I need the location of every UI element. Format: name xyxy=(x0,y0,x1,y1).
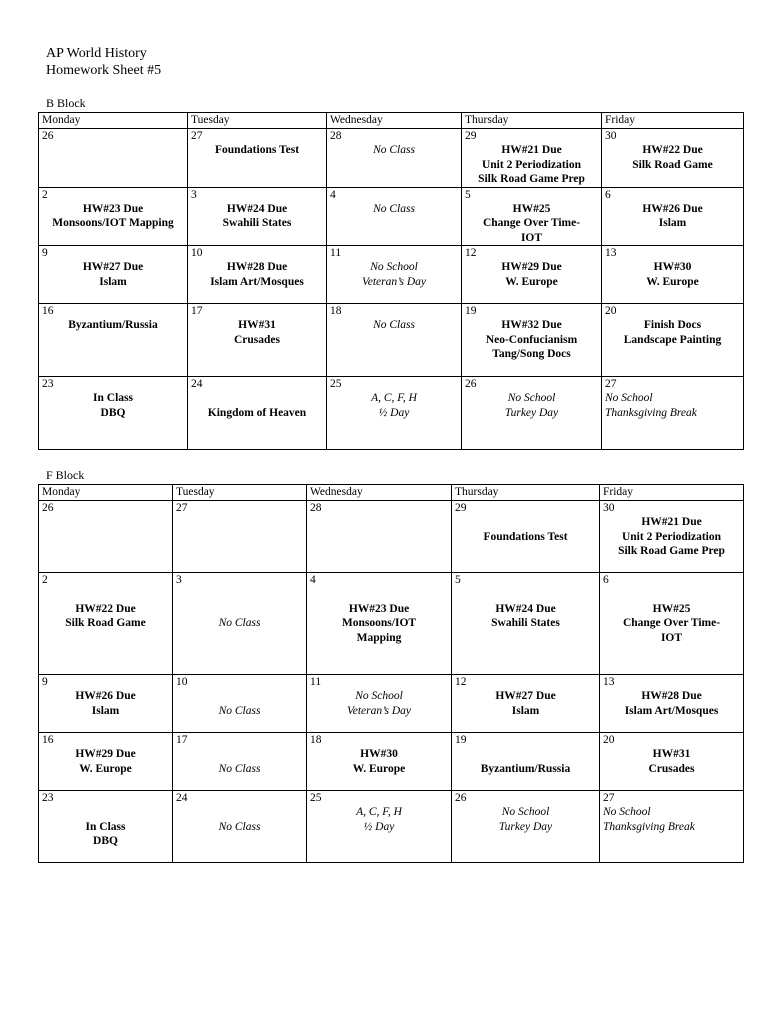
assignment-text: Finish Docs Landscape Painting xyxy=(623,319,722,346)
date-number: 17 xyxy=(176,734,188,746)
date-number: 10 xyxy=(176,676,188,688)
day-header-thursday: Thursday xyxy=(462,113,602,129)
assignment-text: No Class xyxy=(218,820,261,833)
day-cell xyxy=(39,733,173,791)
day-cell xyxy=(188,129,327,188)
day-cell xyxy=(39,675,173,733)
assignment-text: No School Turkey Day xyxy=(504,392,559,419)
date-number: 19 xyxy=(455,734,467,746)
sheet-title: Homework Sheet #5 xyxy=(46,63,162,78)
day-cell xyxy=(39,246,188,304)
date-number: 6 xyxy=(603,574,609,586)
week-row xyxy=(39,573,744,675)
day-header-wednesday: Wednesday xyxy=(307,485,452,501)
day-cell xyxy=(600,501,744,573)
day-cell xyxy=(602,377,744,450)
assignment-text: HW#30 W. Europe xyxy=(646,261,699,288)
assignment-text: No School Thanksgiving Break xyxy=(603,806,695,833)
day-header-friday: Friday xyxy=(602,113,744,129)
date-number: 25 xyxy=(330,378,342,390)
day-cell xyxy=(173,675,307,733)
assignment-text: HW#26 Due Islam xyxy=(642,202,703,229)
day-cell xyxy=(327,304,462,377)
date-number: 26 xyxy=(465,378,477,390)
date-number: 6 xyxy=(605,188,611,201)
date-number: 25 xyxy=(310,792,322,804)
day-cell xyxy=(602,129,744,188)
week-row xyxy=(39,733,744,791)
assignment-text: HW#24 Due Swahili States xyxy=(222,202,292,229)
day-cell xyxy=(39,129,188,188)
day-cell xyxy=(462,304,602,377)
date-number: 18 xyxy=(310,734,322,746)
date-number: 23 xyxy=(42,378,54,390)
assignment-text: No Class xyxy=(218,704,261,717)
day-cell xyxy=(452,733,600,791)
day-cell xyxy=(600,573,744,675)
day-header-monday: Monday xyxy=(39,113,188,129)
date-number: 9 xyxy=(42,676,48,688)
date-number: 2 xyxy=(42,574,48,586)
day-cell xyxy=(327,187,462,246)
date-number: 27 xyxy=(176,502,188,514)
day-cell xyxy=(462,187,602,246)
date-number: 4 xyxy=(310,574,316,586)
week-row xyxy=(39,304,744,377)
day-cell xyxy=(452,573,600,675)
day-cell xyxy=(39,501,173,573)
date-number: 29 xyxy=(455,502,467,514)
assignment-text: HW#29 Due W. Europe xyxy=(501,261,562,288)
day-cell xyxy=(462,129,602,188)
date-number: 11 xyxy=(330,247,342,259)
day-cell xyxy=(307,573,452,675)
day-cell xyxy=(173,733,307,791)
assignment-text: No School Turkey Day xyxy=(498,806,553,833)
day-header-tuesday: Tuesday xyxy=(173,485,307,501)
day-cell xyxy=(188,377,327,450)
assignment-text: HW#28 Due Islam Art/Mosques xyxy=(210,261,304,288)
assignment-text: HW#31 Crusades xyxy=(233,319,280,346)
date-number: 12 xyxy=(455,676,467,688)
date-number: 28 xyxy=(330,130,342,142)
day-header-wednesday: Wednesday xyxy=(327,113,462,129)
b-block-calendar xyxy=(38,112,744,450)
assignment-text: HW#21 Due Unit 2 Periodization Silk Road Game Prep xyxy=(478,144,585,185)
date-number: 16 xyxy=(42,734,54,746)
date-number: 13 xyxy=(603,676,615,688)
day-cell xyxy=(39,573,173,675)
day-cell xyxy=(39,187,188,246)
day-cell xyxy=(307,675,452,733)
day-cell xyxy=(307,501,452,573)
day-header-row xyxy=(39,113,744,129)
date-number: 5 xyxy=(465,188,471,201)
date-number: 13 xyxy=(605,247,617,259)
assignment-text: Foundations Test xyxy=(483,530,568,543)
week-row xyxy=(39,501,744,573)
date-number: 5 xyxy=(455,574,461,586)
day-header-row xyxy=(39,485,744,501)
assignment-text: HW#22 Due Silk Road Game xyxy=(65,602,146,629)
document-title xyxy=(46,45,161,79)
date-number: 12 xyxy=(465,247,477,259)
date-number: 24 xyxy=(191,378,203,390)
day-cell xyxy=(39,304,188,377)
b-block-label: B Block xyxy=(46,96,86,110)
week-row xyxy=(39,246,744,304)
day-cell xyxy=(173,573,307,675)
day-cell xyxy=(307,733,452,791)
day-cell xyxy=(327,377,462,450)
day-cell xyxy=(602,246,744,304)
date-number: 20 xyxy=(605,305,617,317)
assignment-text: HW#24 Due Swahili States xyxy=(491,602,560,629)
day-header-tuesday: Tuesday xyxy=(188,113,327,129)
date-number: 11 xyxy=(310,676,322,688)
assignment-text: No Class xyxy=(218,762,261,775)
assignment-text: HW#31 Crusades xyxy=(648,748,695,775)
date-number: 9 xyxy=(42,247,48,259)
day-cell xyxy=(602,304,744,377)
day-cell xyxy=(173,501,307,573)
date-number: 4 xyxy=(330,188,336,201)
date-number: 29 xyxy=(465,130,477,142)
assignment-text: HW#32 Due Neo-Confucianism Tang/Song Docs xyxy=(485,319,578,360)
week-row xyxy=(39,129,744,188)
day-cell xyxy=(600,675,744,733)
f-block-calendar xyxy=(38,484,744,863)
day-cell xyxy=(600,791,744,863)
date-number: 2 xyxy=(42,188,48,201)
date-number: 24 xyxy=(176,792,188,804)
date-number: 26 xyxy=(455,792,467,804)
assignment-text: Kingdom of Heaven xyxy=(207,406,307,419)
assignment-text: No School Veteran’s Day xyxy=(362,261,426,288)
assignment-text: Byzantium/Russia xyxy=(480,762,571,775)
week-row xyxy=(39,377,744,450)
day-cell xyxy=(39,377,188,450)
date-number: 16 xyxy=(42,305,54,317)
assignment-text: Foundations Test xyxy=(214,144,300,156)
day-cell xyxy=(600,733,744,791)
day-cell xyxy=(307,791,452,863)
day-cell xyxy=(462,377,602,450)
date-number: 3 xyxy=(176,574,182,586)
assignment-text: HW#30 W. Europe xyxy=(352,748,406,775)
assignment-text: A, C, F, H ½ Day xyxy=(356,806,402,833)
assignment-text: No Class xyxy=(373,144,415,156)
day-cell xyxy=(188,187,327,246)
date-number: 18 xyxy=(330,305,342,317)
day-header-thursday: Thursday xyxy=(452,485,600,501)
day-cell xyxy=(602,187,744,246)
assignment-text: No Class xyxy=(373,202,415,215)
assignment-text: No School Veteran’s Day xyxy=(347,690,411,717)
f-block-label: F Block xyxy=(46,468,85,482)
assignment-text: HW#22 Due Silk Road Game xyxy=(632,144,713,171)
day-cell xyxy=(452,675,600,733)
date-number: 27 xyxy=(191,130,203,142)
date-number: 30 xyxy=(603,502,615,514)
week-row xyxy=(39,791,744,863)
assignment-text: HW#25 Change Over Time- IOT xyxy=(482,202,581,244)
course-title: AP World History xyxy=(46,46,147,61)
date-number: 3 xyxy=(191,188,197,201)
date-number: 27 xyxy=(603,792,615,804)
day-cell xyxy=(188,304,327,377)
date-number: 27 xyxy=(605,378,617,390)
assignment-text: No Class xyxy=(218,617,261,629)
day-cell xyxy=(452,501,600,573)
date-number: 10 xyxy=(191,247,203,259)
date-number: 19 xyxy=(465,305,477,317)
date-number: 17 xyxy=(191,305,203,317)
assignment-text: In Class DBQ xyxy=(93,392,133,419)
assignment-text: HW#29 Due W. Europe xyxy=(75,748,136,775)
assignment-text: HW#27 Due Islam xyxy=(495,690,556,717)
assignment-text: HW#27 Due Islam xyxy=(82,261,144,288)
day-cell xyxy=(327,129,462,188)
assignment-text: No Class xyxy=(373,319,415,331)
day-cell xyxy=(173,791,307,863)
assignment-text: HW#23 Due Monsoons/IOT Mapping xyxy=(341,602,417,644)
day-header-friday: Friday xyxy=(600,485,744,501)
date-number: 28 xyxy=(310,502,322,514)
day-header-monday: Monday xyxy=(39,485,173,501)
assignment-text: In Class DBQ xyxy=(85,820,126,847)
assignment-text: HW#25 Change Over Time- IOT xyxy=(622,602,721,644)
date-number: 26 xyxy=(42,502,54,514)
date-number: 26 xyxy=(42,130,54,142)
assignment-text: HW#21 Due Unit 2 Periodization Silk Road Game Prep xyxy=(618,516,725,557)
day-cell xyxy=(327,246,462,304)
day-cell xyxy=(462,246,602,304)
assignment-text: HW#26 Due Islam xyxy=(75,690,136,717)
week-row xyxy=(39,187,744,246)
day-cell xyxy=(188,246,327,304)
assignment-text: HW#28 Due Islam Art/Mosques xyxy=(624,690,719,717)
assignment-text: No School Thanksgiving Break xyxy=(605,392,697,419)
day-cell xyxy=(452,791,600,863)
date-number: 20 xyxy=(603,734,615,746)
assignment-text: HW#23 Due Monsoons/IOT Mapping xyxy=(52,202,174,229)
week-row xyxy=(39,675,744,733)
assignment-text: A, C, F, H ½ Day xyxy=(371,392,417,419)
date-number: 23 xyxy=(42,792,54,804)
day-cell xyxy=(39,791,173,863)
date-number: 30 xyxy=(605,130,617,142)
assignment-text: Byzantium/Russia xyxy=(68,319,158,331)
